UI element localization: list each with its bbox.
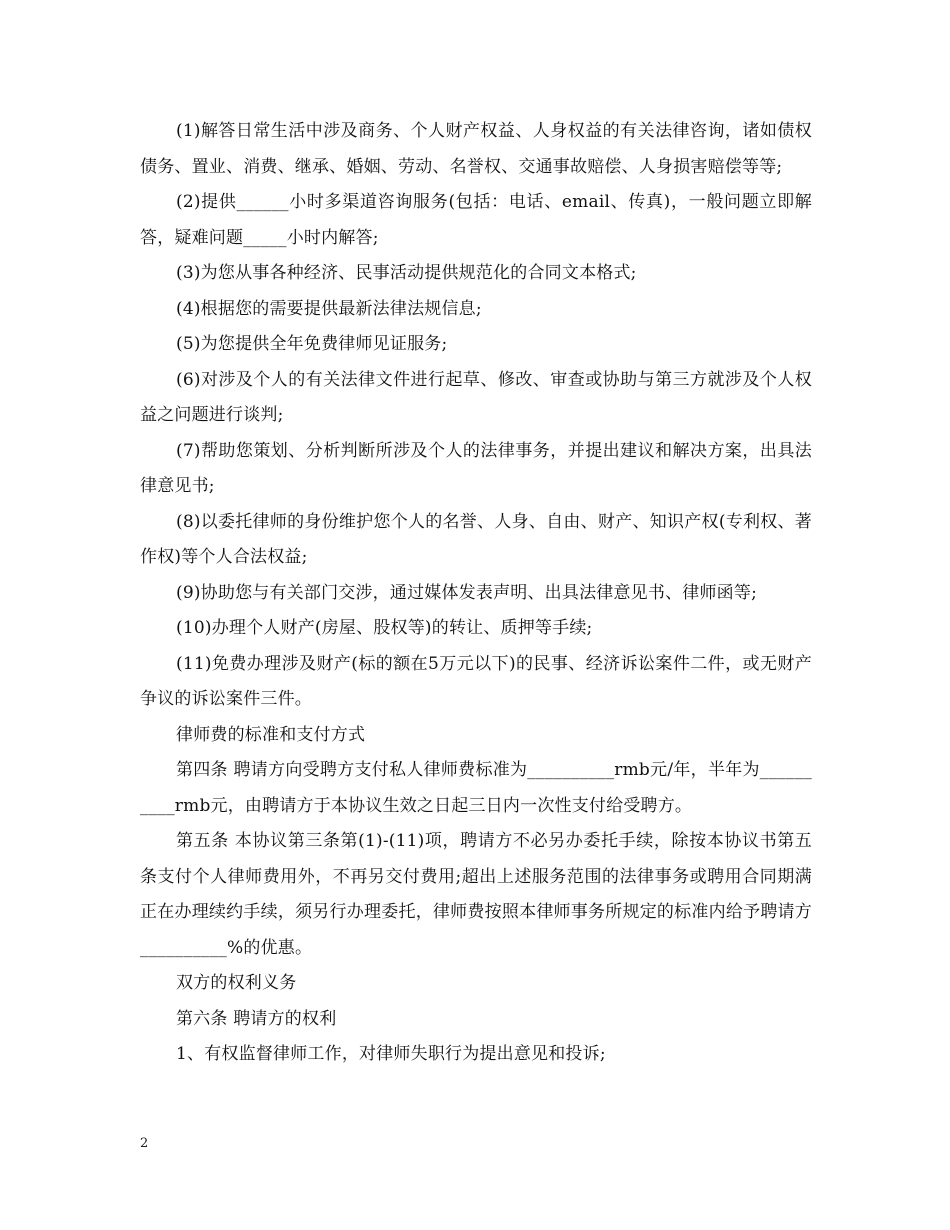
- section-heading-rights: 双方的权利义务: [176, 973, 297, 993]
- article-5: 第五条 本协议第三条第(1)-(11)项，聘请方不必另办委托手续，除按本协议书第五条支付个人律师费用外，不再另交付费用;超出上述服务范围的法律事务或聘用合同期满正在办理续约手续，须另行办理委托，律师费按照本律师事务所规定的标准内给予聘请方__________%的优惠。: [140, 831, 812, 958]
- section-heading-fees: 律师费的标准和支付方式: [176, 724, 366, 745]
- service-item-1: (1)解答日常生活中涉及商务、个人财产权益、人身权益的有关法律咨询，诸如债权债务、置业、消费、继承、婚姻、劳动、名誉权、交通事故赔偿、人身损害赔偿等等;: [140, 121, 812, 177]
- service-item-4: (4)根据您的需要提供最新法律法规信息;: [176, 298, 482, 319]
- service-item-11: (11)免费办理涉及财产(标的额在5万元以下)的民事、经济诉讼案件二件，或无财产争议的诉讼案件三件。: [140, 653, 812, 709]
- service-item-10: (10)办理个人财产(房屋、股权等)的转让、质押等手续;: [176, 618, 593, 638]
- service-item-8: (8)以委托律师的身份维护您个人的名誉、人身、自由、财产、知识产权(专利权、著作权)等个人合法权益;: [140, 511, 812, 567]
- page-body: [140, 114, 812, 1073]
- service-item-7: (7)帮助您策划、分析判断所涉及个人的法律事务，并提出建议和解决方案，出具法律意见书;: [140, 440, 812, 496]
- service-item-5: (5)为您提供全年免费律师见证服务;: [176, 334, 448, 354]
- service-item-6: (6)对涉及个人的有关法律文件进行起草、修改、审查或协助与第三方就涉及个人权益之问题进行谈判;: [140, 369, 812, 425]
- service-item-9: (9)协助您与有关部门交涉，通过媒体发表声明、出具法律意见书、律师函等;: [176, 582, 758, 603]
- service-item-3: (3)为您从事各种经济、民事活动提供规范化的合同文本格式;: [176, 263, 637, 283]
- service-item-2: (2)提供______小时多渠道咨询服务(包括：电话、email、传真)，一般问题立即解答，疑难问题_____小时内解答;: [140, 192, 812, 248]
- article-4: 第四条 聘请方向受聘方支付私人律师费标准为__________rmb元/年，半年为__________rmb元，由聘请方于本协议生效之日起三日内一次性支付给受聘方。: [140, 760, 812, 816]
- article-6-heading: 第六条 聘请方的权利: [176, 1008, 337, 1029]
- page-number: 2: [140, 1136, 149, 1151]
- article-6-item-1: 1、有权监督律师工作，对律师失职行为提出意见和投诉;: [176, 1044, 606, 1064]
